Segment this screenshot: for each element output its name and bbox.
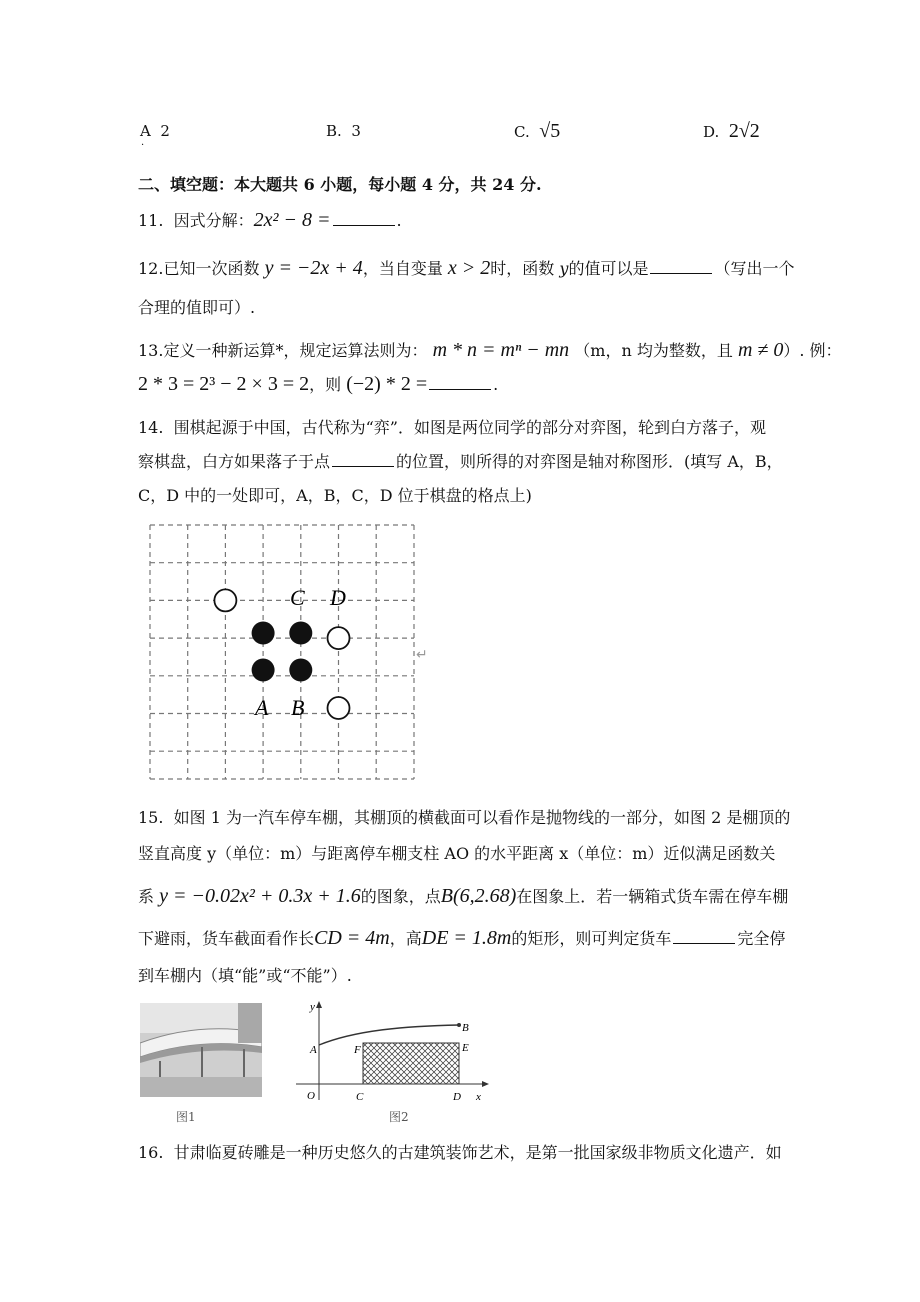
black-stone (252, 659, 275, 682)
point-label-c: C (290, 585, 305, 610)
section-title: 二、填空题：本大题共 6 小题，每小题 4 分，共 24 分. (138, 175, 542, 194)
x-label: x (476, 1091, 481, 1103)
dot-mark: · (141, 140, 145, 151)
white-stone (328, 627, 350, 649)
point-label-b: B (291, 695, 305, 720)
answer-blank[interactable] (650, 259, 712, 274)
point-b (457, 1023, 461, 1027)
question-16: 16. 甘肃临夏砖雕是一种历史悠久的古建筑装饰艺术，是第一批国家级非物质文化遗产．如 (138, 1143, 782, 1162)
label-b: B (462, 1022, 469, 1034)
question-15-line3: 系 y = −0.02x² + 0.3x + 1.6的图象，点B(6,2.68)在图象上．若一辆箱式货车需在停车棚 (138, 885, 789, 907)
y-label: y (310, 1001, 315, 1013)
question-13-line2: 2 * 3 = 2³ − 2 × 3 = 2，则 (−2) * 2 = . (138, 373, 499, 395)
black-stone (252, 622, 275, 645)
option-d: D. 2√2 (703, 120, 760, 142)
question-14-line3: C，D 中的一处即可，A，B，C，D 位于棋盘的格点上) (138, 486, 532, 505)
option-b: B. 3 (326, 122, 361, 140)
question-15-line2: 竖直高度 y（单位：m）与距离停车棚支柱 AO 的水平距离 x（单位：m）近似满足函数关 (138, 844, 776, 863)
go-board-figure (140, 515, 440, 785)
point-label-a: A (255, 695, 269, 720)
black-stone (289, 622, 312, 645)
question-12-line2: 合理的值即可）. (138, 298, 256, 317)
question-15: 15. 如图 1 为一汽车停车棚，其棚顶的横截面可以看作是抛物线的一部分，如图 2 是棚顶的 (138, 808, 791, 827)
answer-blank[interactable] (333, 211, 395, 226)
question-15-line5: 到车棚内（填“能”或“不能”）. (138, 966, 352, 985)
board-grid (150, 525, 414, 779)
answer-blank[interactable] (332, 452, 394, 467)
carport-photo (140, 1003, 262, 1097)
question-15-line4: 下避雨，货车截面看作长CD = 4m，高DE = 1.8m的矩形，则可判定货车 完全停 (138, 927, 786, 949)
white-stone (328, 697, 350, 719)
black-stone (289, 659, 312, 682)
parabola-curve (319, 1025, 459, 1045)
label-f: F (354, 1044, 361, 1056)
parabola-graph (296, 1000, 491, 1108)
label-d: D (453, 1091, 461, 1103)
option-a: A 2 (140, 122, 170, 140)
answer-blank[interactable] (429, 375, 491, 390)
question-14: 14. 围棋起源于中国，古代称为“弈”．如图是两位同学的部分对弈图，轮到白方落子，观 (138, 418, 766, 437)
truck-rectangle (363, 1043, 459, 1084)
point-label-d: D (330, 585, 346, 610)
figure-2-caption: 图2 (389, 1110, 409, 1124)
label-o: O (307, 1090, 315, 1102)
question-11: 11. 因式分解：2x² − 8 = . (138, 209, 402, 231)
question-13: 13.定义一种新运算*，规定运算法则为： m * n = mⁿ − mn （m，n 均为整数，且 m ≠ 0）. 例： (138, 339, 842, 361)
label-c: C (356, 1091, 364, 1103)
question-12: 12.已知一次函数 y = −2x + 4，当自变量 x > 2时，函数 y的值可以是 （写出一个 (138, 257, 795, 279)
figure-1-caption: 图1 (176, 1110, 196, 1124)
label-a: A (310, 1044, 317, 1056)
option-c: C. √5 (514, 120, 561, 142)
white-stone (214, 589, 236, 611)
answer-blank[interactable] (673, 929, 735, 944)
return-mark: ↵ (416, 648, 428, 663)
question-14-line2: 察棋盘，白方如果落子于点 的位置，则所得的对弈图是轴对称图形．(填写 A，B， (138, 452, 783, 471)
label-e: E (462, 1042, 469, 1054)
